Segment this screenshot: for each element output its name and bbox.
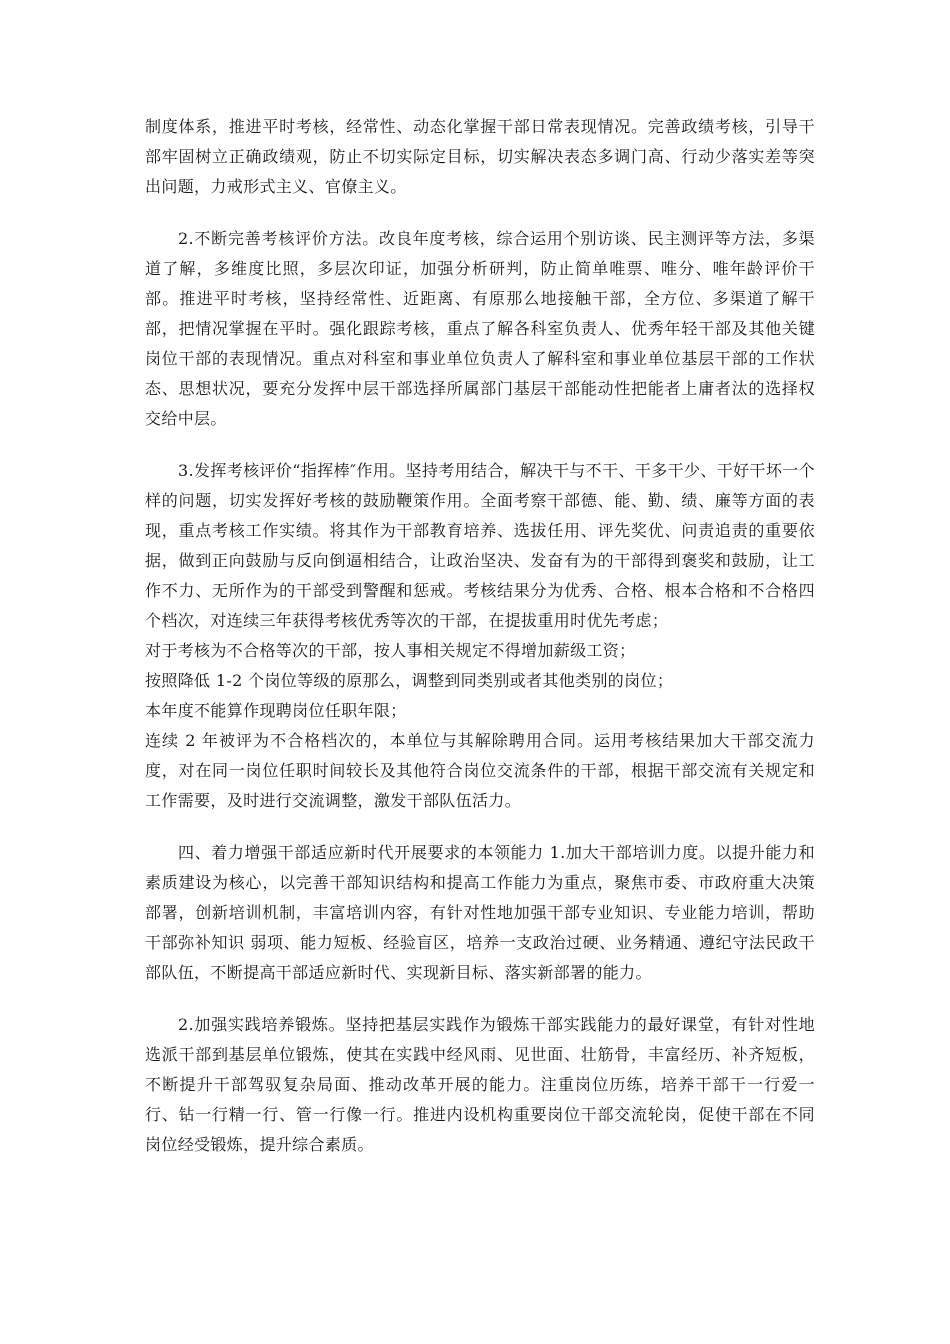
paragraph-practice-training: 2.加强实践培养锻炼。坚持把基层实践作为锻炼干部实践能力的最好课堂，有针对性地选派干部到基层单位锻炼，使其在实践中经风雨、见世面、壮筋骨，丰富经历、补齐短板，不断提升干部驾驭复杂局面、推动改革开展的能力。注重岗位历练，培养干部干一行爱一行、钻一行精一行、管一行像一行。推进内设机构重要岗位干部交流轮岗，促使干部在不同岗位经受锻炼，提升综合素质。 [145, 1015, 815, 1154]
paragraph-lower-grade: 按照降低 1-2 个岗位等级的原那么，调整到同类别或者其他类别的岗位； [145, 671, 674, 690]
paragraph-two-years-unqualified: 连续 2 年被评为不合格档次的，本单位与其解除聘用合同。运用考核结果加大干部交流力度，对在同一岗位任职时间较长及其他符合岗位交流条件的干部，根据干部交流有关规定和工作需要，及时进行交流调整，激发干部队伍活力。 [145, 731, 815, 810]
paragraph-evaluation-system: 制度体系，推进平时考核，经常性、动态化掌握干部日常表现情况。完善政绩考核，引导干部牢固树立正确政绩观，防止不切实际定目标，切实解决表态多调门高、行动少落实差等突出问题，力戒形式主义、官僚主义。 [145, 117, 815, 196]
paragraph-section-four-training: 四、着力增强干部适应新时代开展要求的本领能力 1.加大干部培训力度。以提升能力和素质建设为核心，以完善干部知识结构和提高工作能力为重点，聚焦市委、市政府重大决策部署，创新培训机制，丰富培训内容，有针对性地加强干部专业知识、专业能力培训，帮助干部弥补知识 弱项、能力短板、经验盲区，培养一支政治过硬、业务精通、遵纪守法民政干部队伍，不断提高干部适应新时代、实现新目标、落实新部署的能力。 [145, 843, 815, 982]
paragraph-tenure-not-counted: 本年度不能算作现聘岗位任职年限； [145, 701, 407, 720]
paragraph-unqualified-salary: 对于考核为不合格等次的干部，按人事相关规定不得增加薪级工资； [145, 641, 636, 660]
document-page [145, 112, 815, 1182]
paragraph-improve-methods: 2.不断完善考核评价方法。改良年度考核，综合运用个别访谈、民主测评等方法，多渠道了解，多维度比照，多层次印证，加强分析研判，防止简单唯票、唯分、唯年龄评价干部。推进平时考核，坚持经常性、近距离、有原那么地接触干部，全方位、多渠道了解干部，把情况掌握在平时。强化跟踪考核，重点了解各科室负责人、优秀年轻干部及其他关键岗位干部的表现情况。重点对科室和事业单位负责人了解科室和事业单位基层干部的工作状态、思想状况，要充分发挥中层干部选择所属部门基层干部能动性把能者上庸者汰的选择权交给中层。 [145, 229, 815, 428]
paragraph-baton-role: 3.发挥考核评价“指挥棒″作用。坚持考用结合，解决干与不干、干多干少、干好干坏一个样的问题，切实发挥好考核的鼓励鞭策作用。全面考察干部德、能、勤、绩、廉等方面的表现，重点考核工作实绩。将其作为干部教育培养、选拔任用、评先奖优、问责追责的重要依据，做到正向鼓励与反向倒逼相结合，让政治坚决、发奋有为的干部得到褒奖和鼓励，让工作不力、无所作为的干部受到警醒和惩戒。考核结果分为优秀、合格、根本合格和不合格四个档次，对连续三年获得考核优秀等次的干部，在提拔重用时优先考虑； [145, 461, 815, 630]
